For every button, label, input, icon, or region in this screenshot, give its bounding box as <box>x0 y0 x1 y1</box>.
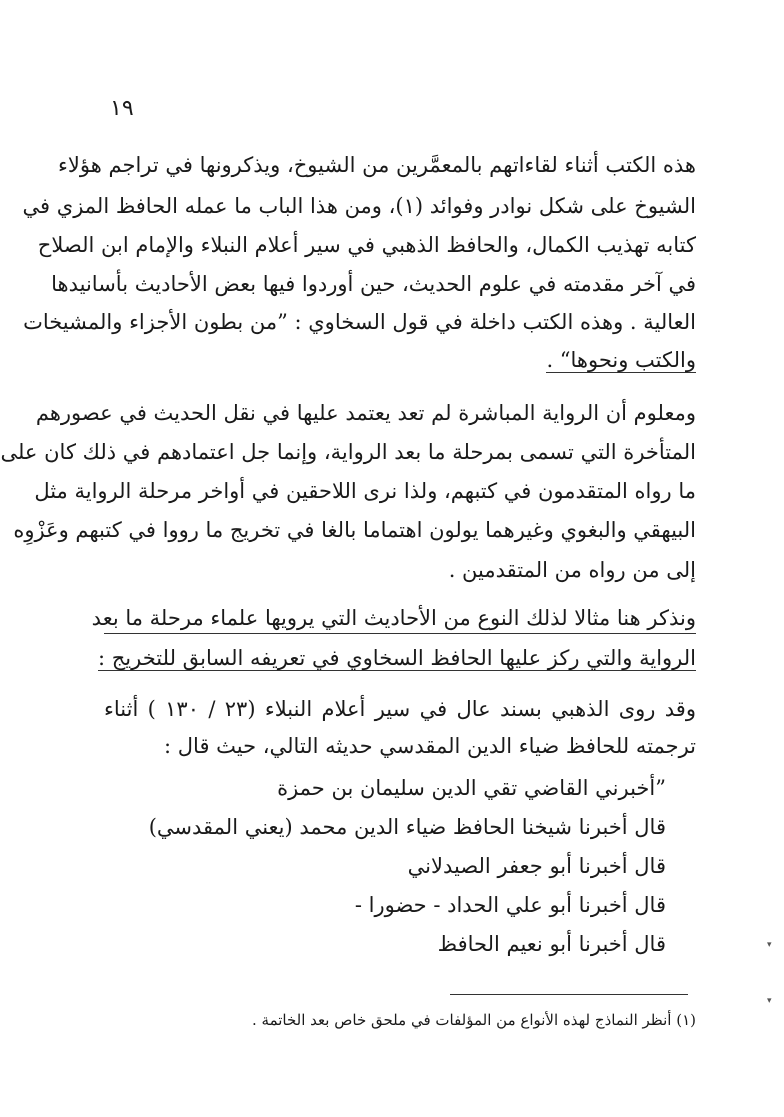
text-line: الشيوخ على شكل نوادر وفوائد (١)، ومن هذا الباب ما عمله الحافظ المزي في <box>22 194 696 218</box>
footnote: (١) أنظر النماذج لهذه الأنواع من المؤلفات في ملحق خاص بعد الخاتمة . <box>252 1011 696 1029</box>
scan-mark: ▾ <box>767 940 772 950</box>
page-number: ١٩ <box>110 96 134 121</box>
text-line: هذه الكتب أثناء لقاءاتهم بالمعمَّرين من الشيوخ، ويذكرونها في تراجم هؤلاء <box>58 153 696 177</box>
scan-mark: ▾ <box>767 996 772 1006</box>
text-line: في آخر مقدمته في علوم الحديث، حين أوردوا فيها بعض الأحاديث بأسانيدها <box>51 272 696 296</box>
text-line: ومعلوم أن الرواية المباشرة لم تعد يعتمد عليها في نقل الحديث في عصورهم <box>35 401 696 425</box>
footnote-separator <box>450 994 688 995</box>
underlined-line: ونذكر هنا مثالا لذلك النوع من الأحاديث التي يرويها علماء مرحلة ما بعد <box>104 603 696 634</box>
isnad-line: قال أخبرنا شيخنا الحافظ ضياء الدين محمد (يعني المقدسي) <box>148 815 666 839</box>
text-line: البيهقي والبغوي وغيرهما يولون اهتماما بالغا في تخريج ما رووا في كتبهم وعَزْوِه <box>13 518 696 542</box>
isnad-line: قال أخبرنا أبو جعفر الصيدلاني <box>407 854 666 878</box>
underlined-quote-end: والكتب ونحوها“ . <box>546 348 696 372</box>
text-line: العالية . وهذه الكتب داخلة في قول السخاوي : ”من بطون الأجزاء والمشيخات <box>23 310 696 334</box>
text-line: كتابه تهذيب الكمال، والحافظ الذهبي في سير أعلام النبلاء والإمام ابن الصلاح <box>37 233 696 257</box>
isnad-line: ”أخبرني القاضي تقي الدين سليمان بن حمزة <box>277 776 666 800</box>
isnad-line: قال أخبرنا أبو نعيم الحافظ <box>437 932 666 956</box>
text-line-last: ترجمته للحافظ ضياء الدين المقدسي حديثه التالي، حيث قال : <box>164 734 696 758</box>
underlined-line: الرواية والتي ركز عليها الحافظ السخاوي في تعريفه السابق للتخريج : <box>97 646 696 670</box>
text-line-last <box>104 345 696 375</box>
text-line: المتأخرة التي تسمى بمرحلة ما بعد الرواية، وإنما جل اعتمادهم في ذلك كان على <box>0 440 696 464</box>
isnad-line: قال أخبرنا أبو علي الحداد - حضورا - <box>354 893 666 917</box>
text-line: وقد روى الذهبي بسند عال في سير أعلام النبلاء (٢٣ / ١٣٠ ) أثناء <box>104 697 696 721</box>
text-line-last <box>97 643 696 673</box>
text-line-last: إلى من رواه من المتقدمين . <box>448 558 696 582</box>
text-line: ما رواه المتقدمون في كتبهم، ولذا نرى اللاحقين في أواخر مرحلة الرواية مثل <box>34 479 696 503</box>
